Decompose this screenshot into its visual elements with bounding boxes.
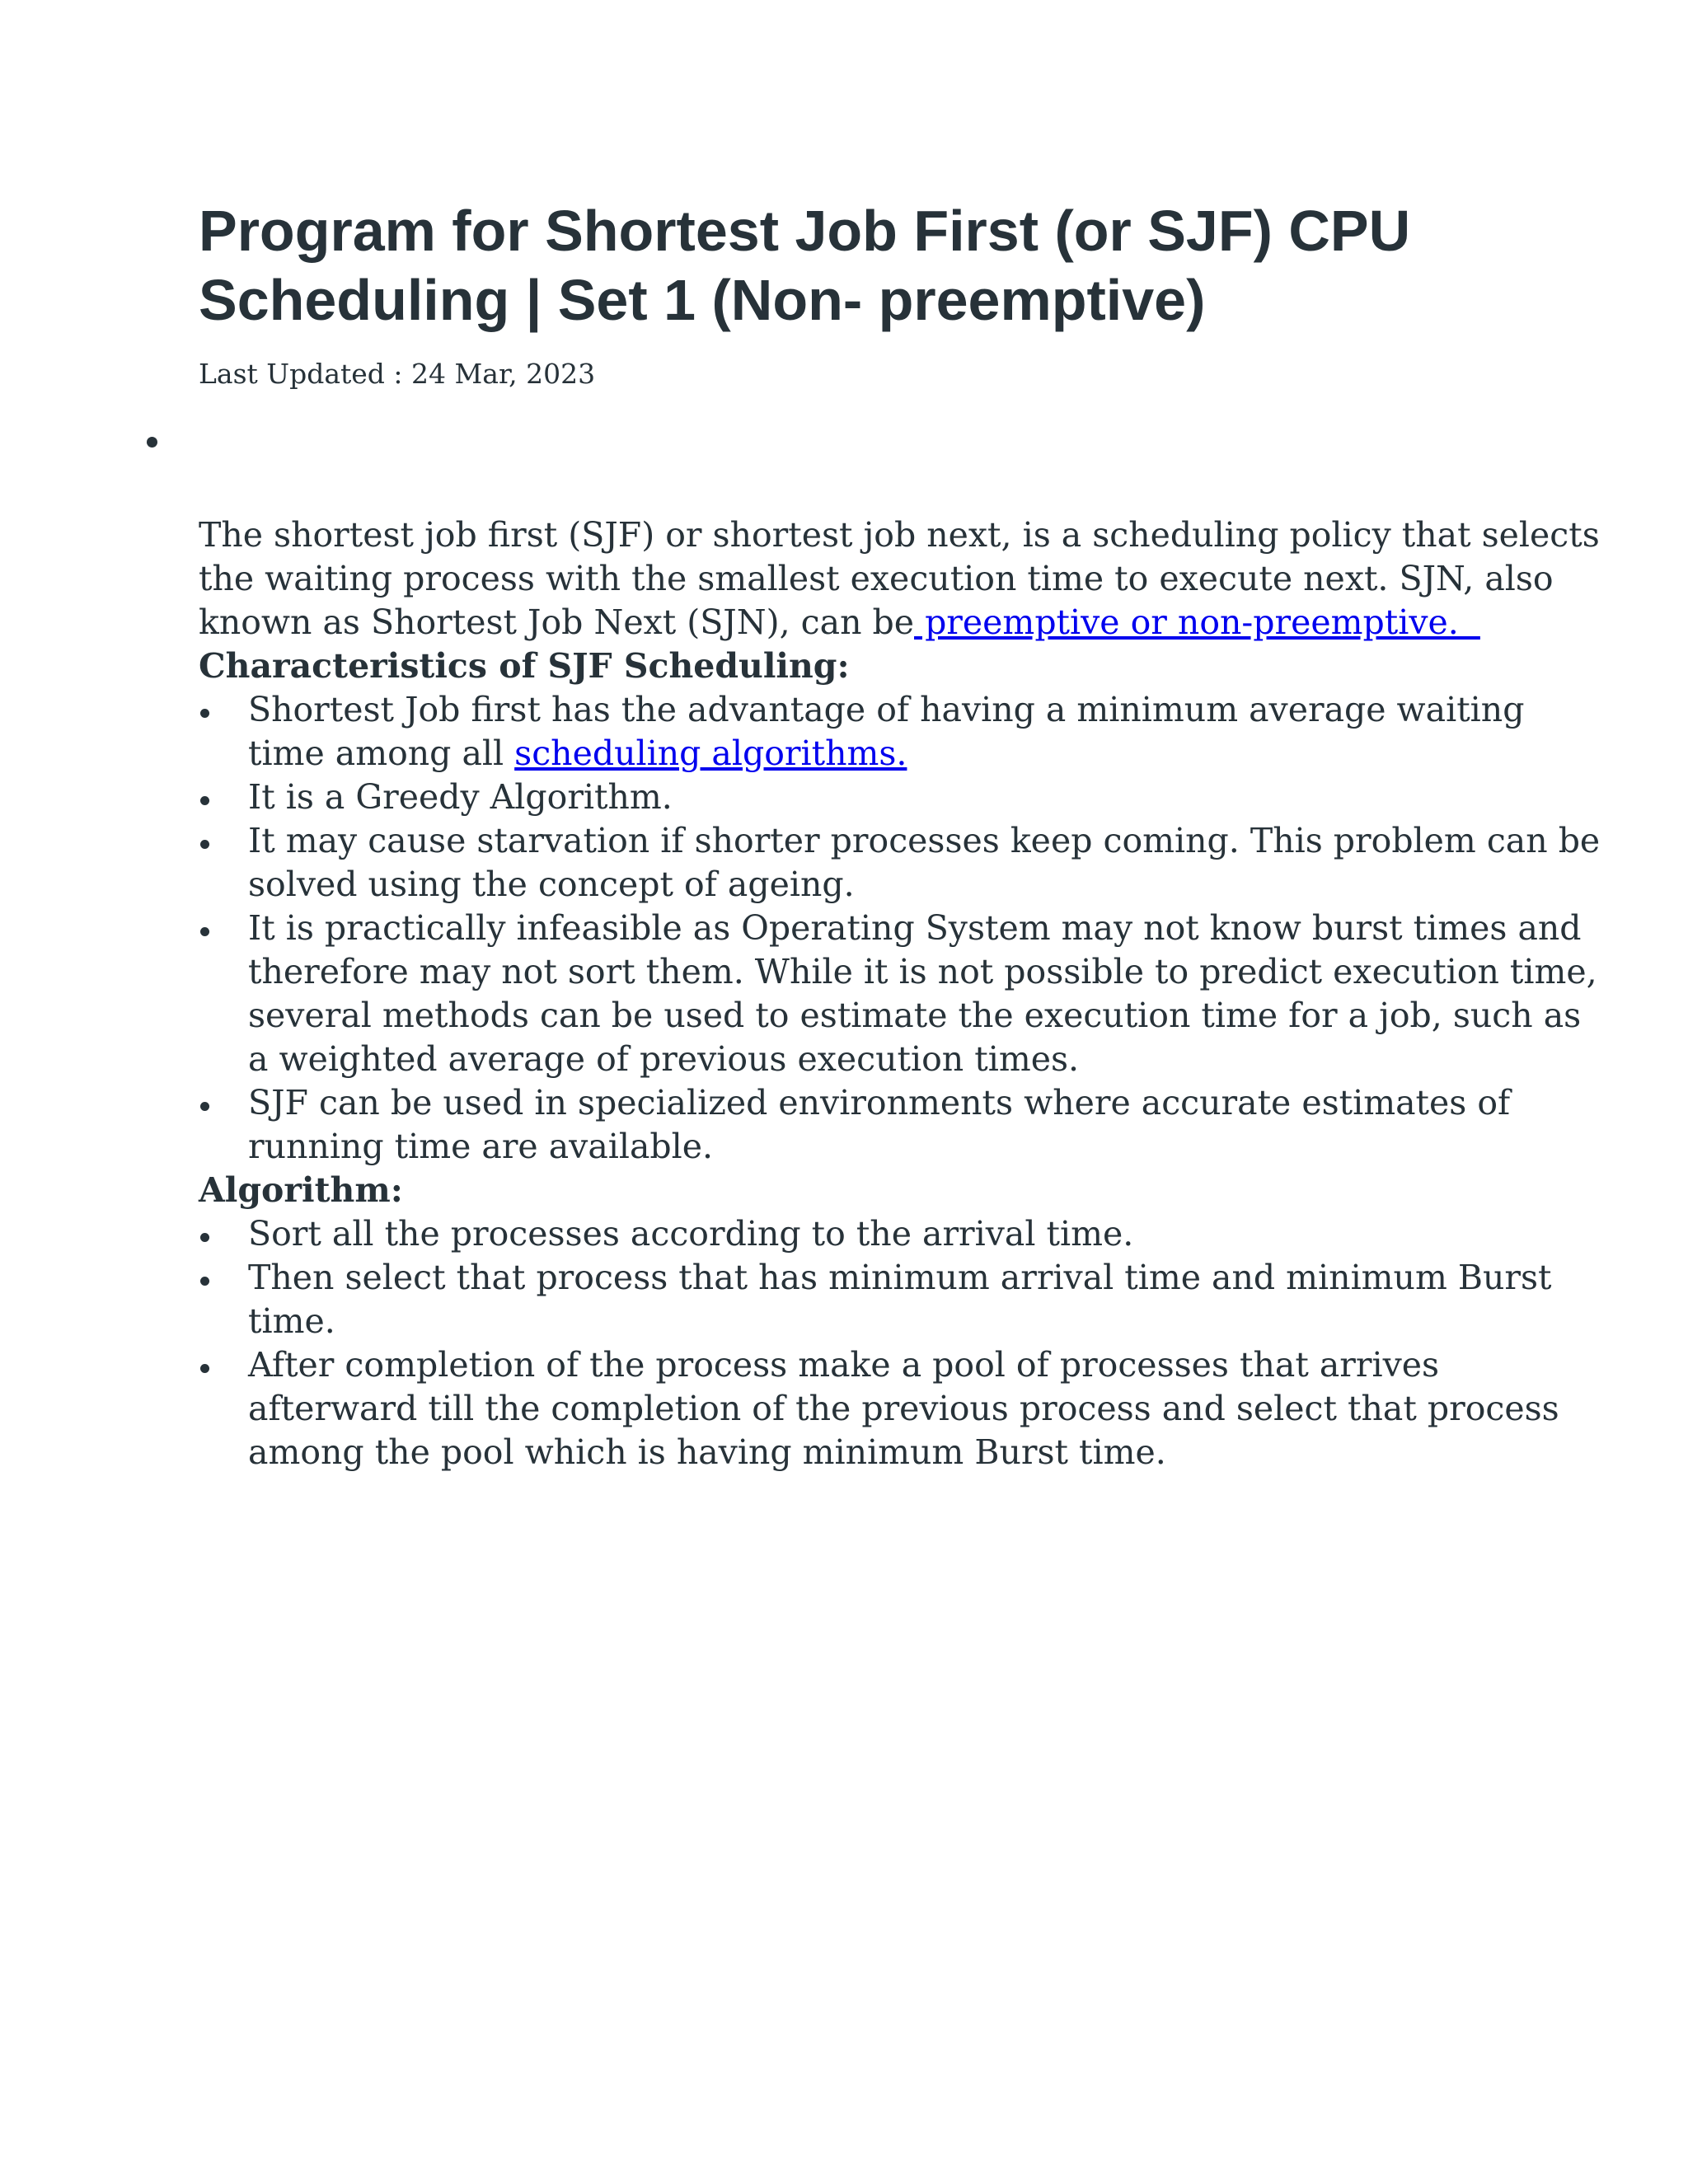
list-item-line: SJF can be used in specialized environments where accurate estimates of — [248, 1083, 1511, 1122]
list-item-text: time among all — [248, 733, 515, 773]
list-item-line: time. — [248, 1301, 335, 1341]
list-item-line: Shortest Job first has the advantage of having a minimum average waiting — [248, 690, 1525, 729]
intro-text: known as Shortest Job Next (SJN), can be — [199, 602, 915, 642]
list-item — [199, 1081, 1534, 1169]
list-item — [199, 688, 1534, 776]
list-item-line: among the pool which is having minimum Burst time. — [248, 1432, 1166, 1472]
scheduling-algorithms-link[interactable]: scheduling algorithms. — [514, 733, 907, 773]
list-item-line: afterward till the completion of the previous process and select that process — [248, 1389, 1559, 1428]
list-item — [199, 1256, 1552, 1343]
list-item-line: Sort all the processes according to the arrival time. — [248, 1214, 1134, 1254]
algorithm-heading: Algorithm: — [199, 1170, 403, 1210]
intro-line — [199, 601, 1534, 644]
article-body — [199, 513, 1601, 1474]
list-item-line: therefore may not sort them. While it is not possible to predict execution time, — [248, 952, 1597, 991]
title-line: Program for Shortest Job First (or SJF) CPU — [199, 199, 1411, 263]
bullet-icon — [147, 437, 157, 448]
list-item-line: a weighted average of previous execution times. — [248, 1039, 1080, 1079]
list-item — [199, 907, 1597, 1081]
title-line: Scheduling | Set 1 (Non- preemptive) — [199, 268, 1206, 332]
list-item — [199, 1212, 1534, 1256]
list-item-line — [248, 732, 1534, 776]
list-item-line: several methods can be used to estimate the execution time for a job, such as — [248, 996, 1582, 1035]
intro-line: The shortest job first (SJF) or shortest job next, is a scheduling policy that selects — [199, 515, 1600, 555]
list-item — [199, 819, 1601, 907]
list-item-line: solved using the concept of ageing. — [248, 865, 855, 904]
list-item-line: Then select that process that has minimum arrival time and minimum Burst — [248, 1258, 1552, 1297]
last-updated-date: Last Updated : 24 Mar, 2023 — [199, 358, 596, 390]
list-item-line: running time are available. — [248, 1127, 714, 1166]
intro-line: the waiting process with the smallest execution time to execute next. SJN, also — [199, 559, 1554, 598]
algorithm-list — [199, 1212, 1559, 1474]
list-item-line: It may cause starvation if shorter processes keep coming. This problem can be — [248, 821, 1601, 860]
list-item-line: After completion of the process make a pool of processes that arrives — [248, 1345, 1440, 1385]
list-item-line: It is a Greedy Algorithm. — [248, 777, 673, 817]
intro-paragraph — [199, 513, 1600, 644]
characteristics-list — [199, 688, 1601, 1169]
characteristics-heading: Characteristics of SJF Scheduling: — [199, 646, 850, 686]
list-item — [199, 1343, 1559, 1474]
preemptive-link[interactable]: preemptive or non-preemptive. — [914, 602, 1480, 642]
page-title — [199, 196, 1534, 335]
list-item-line: It is practically infeasible as Operating System may not know burst times and — [248, 908, 1582, 948]
list-item — [199, 776, 1534, 819]
